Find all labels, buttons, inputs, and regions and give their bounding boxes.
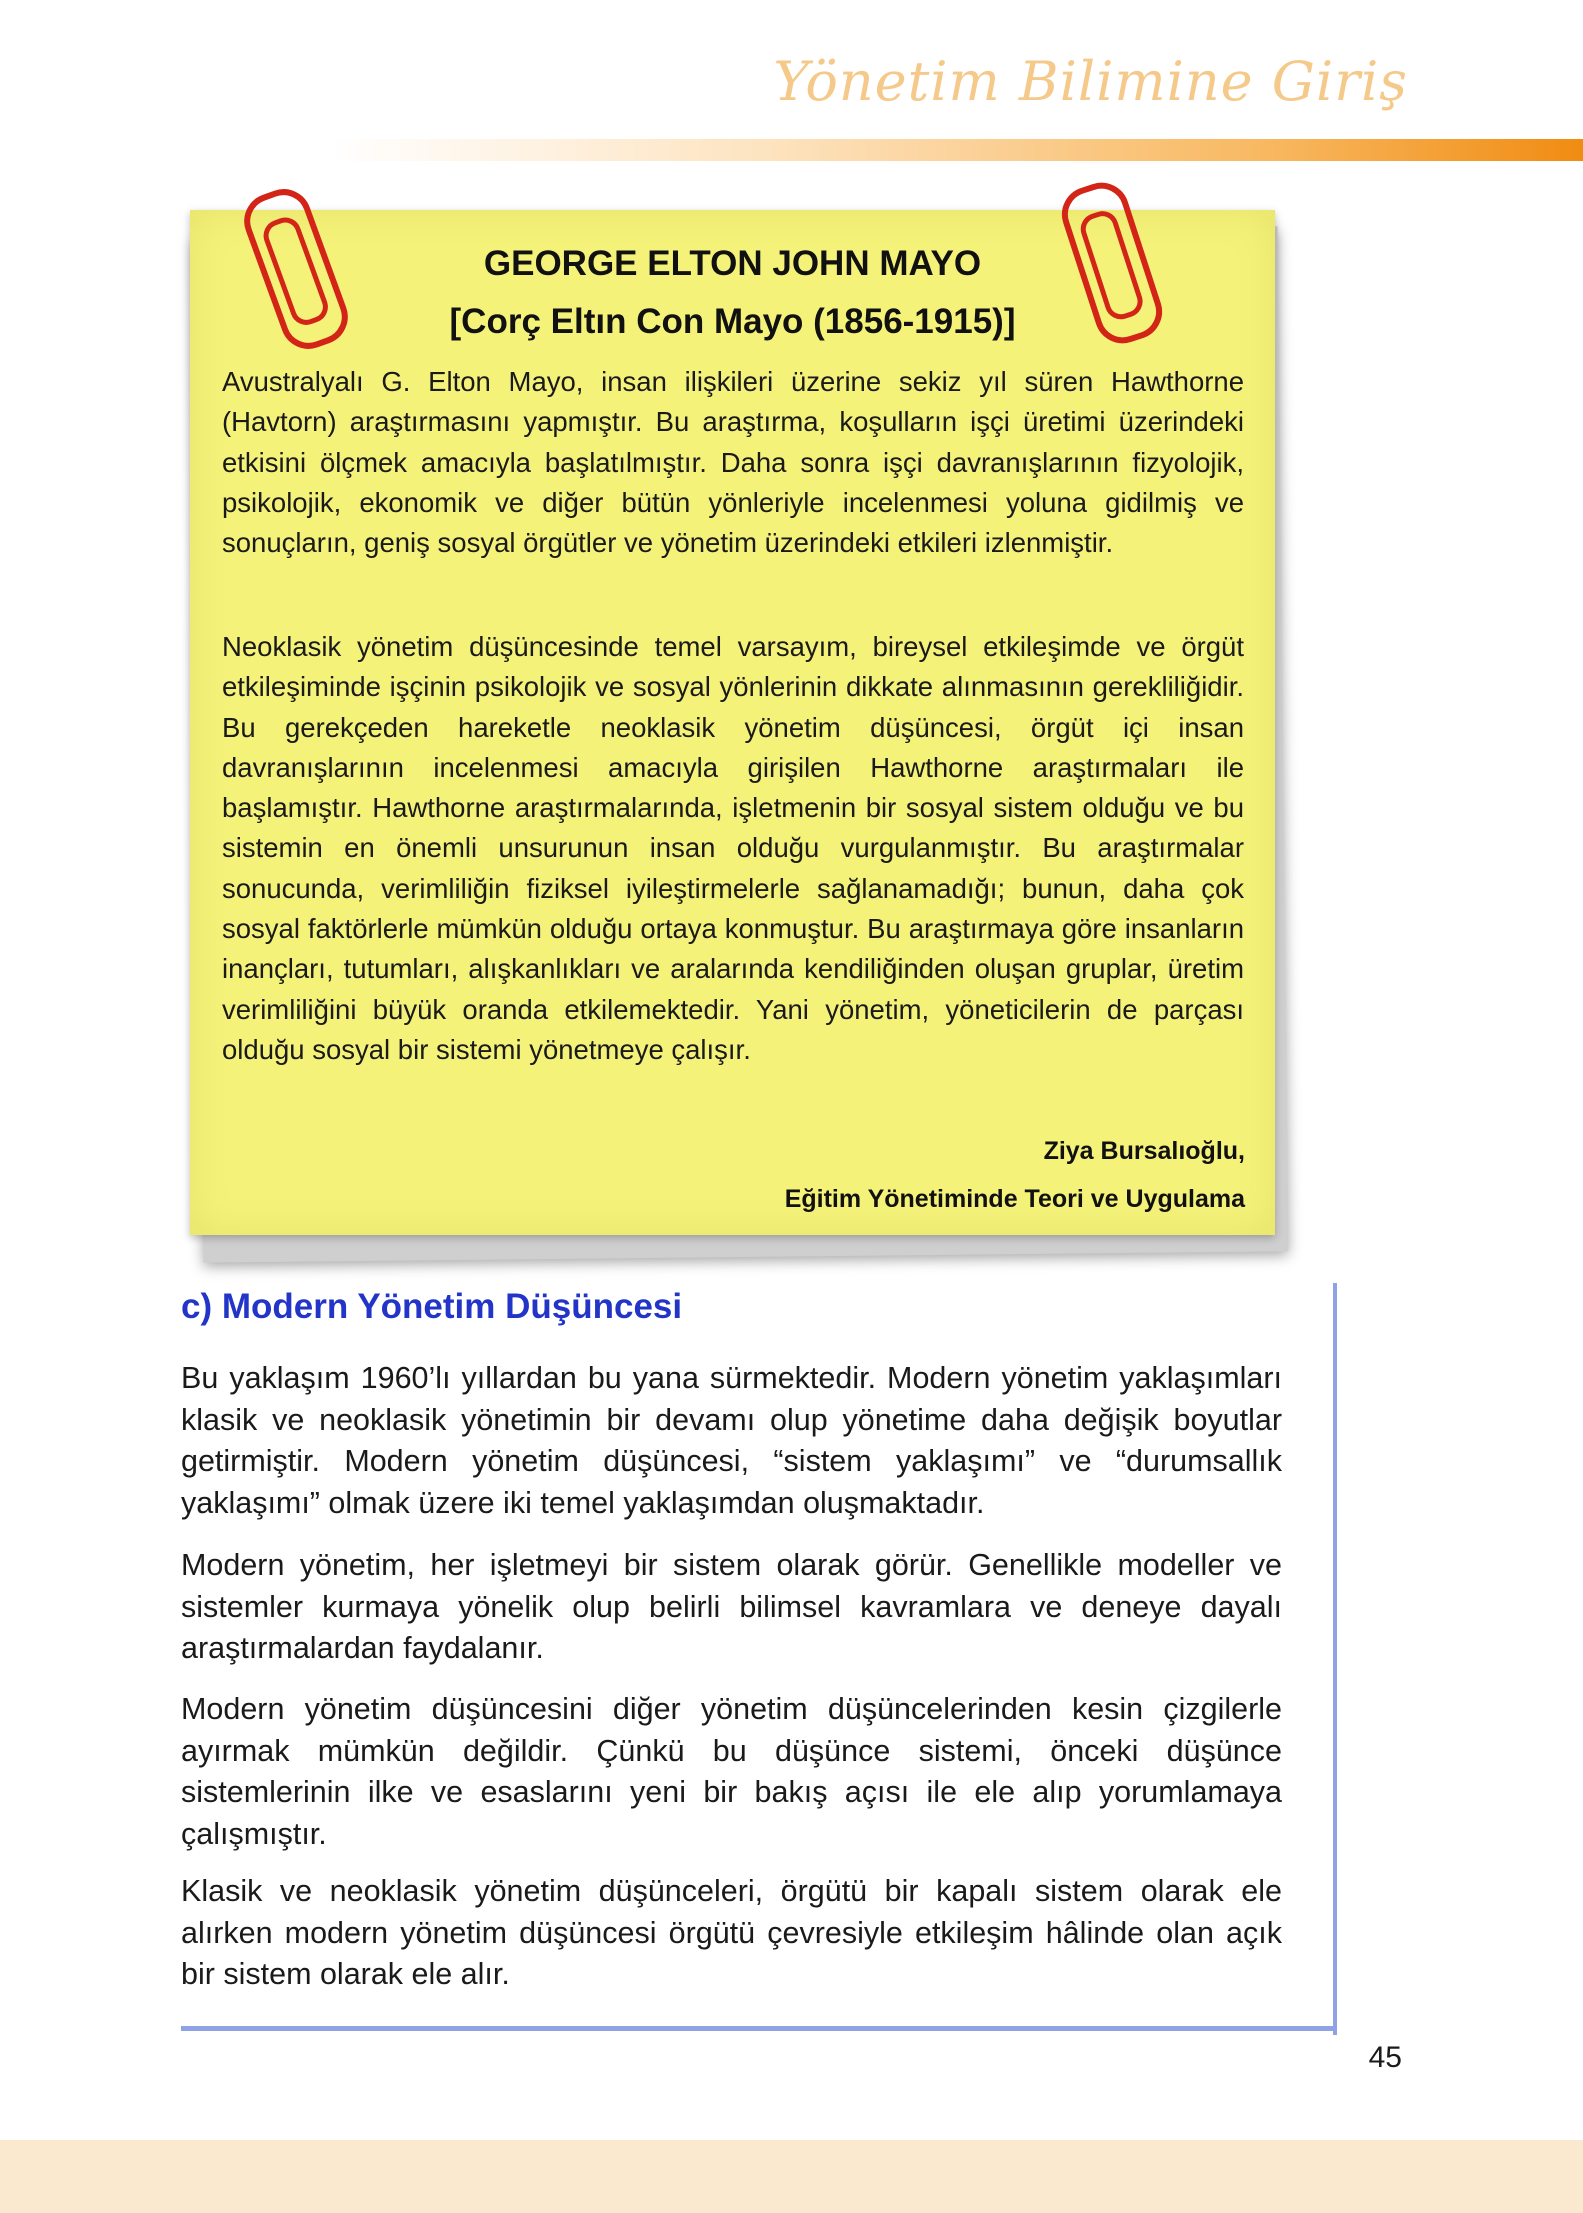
section-border-right xyxy=(1333,1283,1337,2035)
source-book: Eğitim Yönetiminde Teori ve Uygulama xyxy=(784,1185,1245,1213)
body-paragraph: Klasik ve neoklasik yönetim düşünceleri, örgütü bir kapalı sistem olarak ele alırken modern yönetim düşüncesi örgütü çevresiyle etkileşim hâlinde olan açık bir sistem olarak ele alır. xyxy=(181,1874,1282,1992)
body-paragraph: Modern yönetim, her işletmeyi bir sistem olarak görür. Genellikle modeller ve sistemler kurmaya yönelik olup belirli bilimsel kavramlara ve deneye dayalı araştırmalardan faydalanır. xyxy=(181,1548,1282,1666)
note-subtitle: [Corç Eltın Con Mayo (1856-1915)] xyxy=(449,302,1016,341)
footer-band xyxy=(0,2140,1583,2213)
note-paragraph: Neoklasik yönetim düşüncesinde temel varsayım, bireysel etkileşimde ve örgüt etkileşiminde işçinin psikolojik ve sosyal yönlerinin dikkate alınmasının gerekliliğidir. Bu gerekçeden hareketle neoklasik yönetim düşüncesi, örgüt içi insan davranışlarının incelenmesi amacıyla girişilen Hawthorne araştırmaları ile başlamıştır. Hawthorne araştırmalarında, işletmenin bir sosyal sistem olduğu ve bu sistemin en önemli unsurunun insan olduğu vurgulanmıştır. Bu araştırmalar sonucunda, verimliliğin fiziksel iyileştirmelerle sağlanamadığı; bunun, daha çok sosyal faktörlerle mümkün olduğu ortaya konmuştur. Bu araştırmaya göre insanların inançları, tutumları, alışkanlıkları ve aralarında kendiliğinden oluşan gruplar, üretim verimliliğini büyük oranda etkilemektedir. Yani yönetim, yöneticilerin de parçası olduğu sosyal bir sistemi yönetmeye çalışır. xyxy=(222,631,1244,1065)
note-paragraph: Avustralyalı G. Elton Mayo, insan ilişkileri üzerine sekiz yıl süren Hawthorne (Havtorn) araştırmasını yapmıştır. Bu araştırma, koşulların işçi üretimi üzerindeki etkisini ölçmek amacıyla başlatılmıştır. Daha sonra işçi davranışlarının fizyolojik, psikolojik, ekonomik ve diğer bütün yönleriyle incelenmesi yoluna gidilmiş ve sonuçların, geniş sosyal örgütler ve yönetim üzerindeki etkileri izlenmiştir. xyxy=(222,366,1244,559)
page-number: 45 xyxy=(1368,2041,1402,2074)
source-author: Ziya Bursalıoğlu, xyxy=(1043,1137,1245,1165)
body-paragraph: Modern yönetim düşüncesini diğer yönetim düşüncelerinden kesin çizgilerle ayırmak mümkün değildir. Çünkü bu düşünce sistemi, önceki düşünce sistemlerinin ilke ve esaslarını yeni bir bakış açısı ile ele alıp yorumlamaya çalışmıştır. xyxy=(181,1692,1282,1851)
body-paragraph: Bu yaklaşım 1960’lı yıllardan bu yana sürmektedir. Modern yönetim yaklaşımları klasik ve neoklasik yönetimin bir devamı olup yönetime daha değişik boyutlar getirmiştir. Modern yönetim düşüncesi, “sistem yaklaşımı” ve “durumsallık yaklaşımı” olmak üzere iki temel yaklaşımdan oluşmaktadır. xyxy=(181,1361,1282,1520)
section-border-bottom xyxy=(181,2026,1337,2031)
header-gradient-bar xyxy=(330,139,1583,161)
book-title-header: Yönetim Bilimine Giriş xyxy=(773,50,1408,113)
section-heading: c) Modern Yönetim Düşüncesi xyxy=(181,1287,683,1326)
note-title: GEORGE ELTON JOHN MAYO xyxy=(483,244,982,283)
